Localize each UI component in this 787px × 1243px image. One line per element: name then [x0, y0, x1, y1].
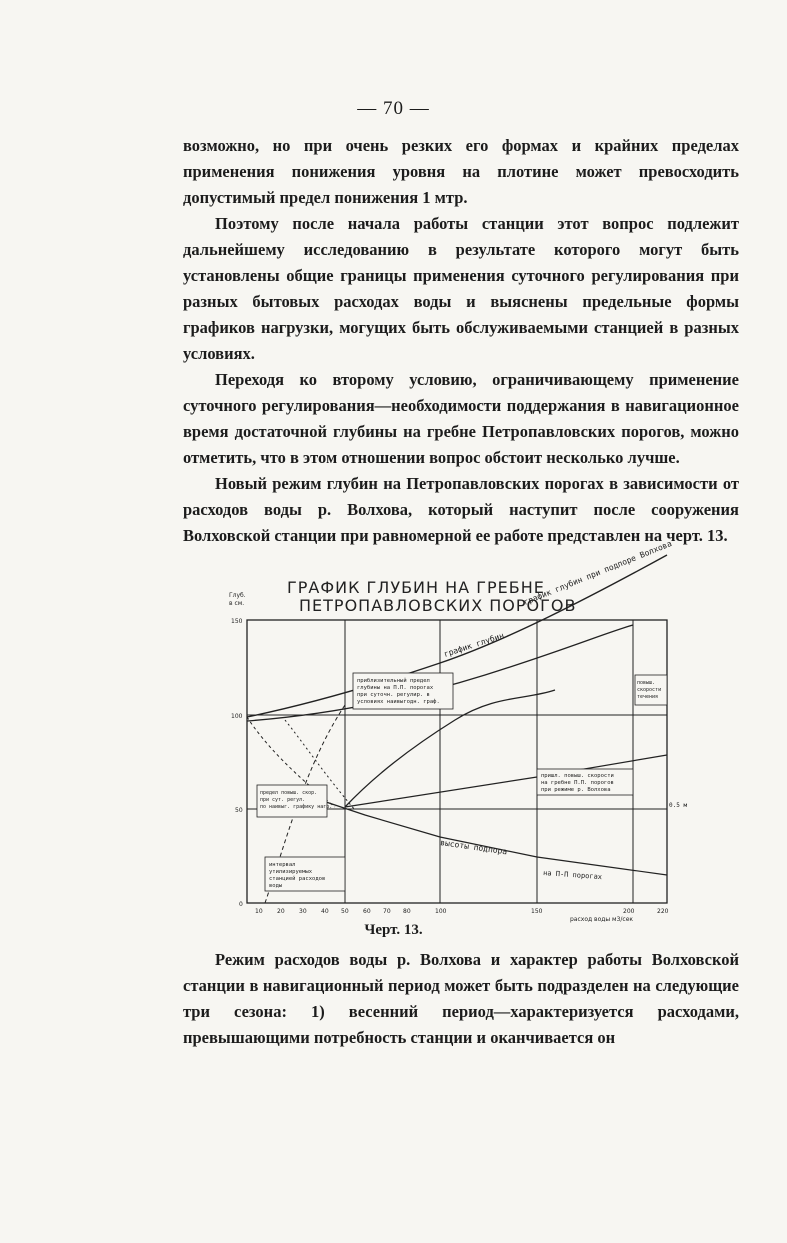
paragraph: Режим расходов воды р. Волхова и характер работы Волховской станции в навигационный период может быть подразделен на следующие три сезона: 1) весенний период—характеризуется расходами, превышающими потребность станции и оканчивается он: [183, 950, 739, 1047]
chart-title-line2: ПЕТРОПАВЛОВСКИХ ПОРОГОВ: [299, 596, 577, 615]
depth-chart: [225, 538, 688, 923]
x-tick: 50: [341, 908, 349, 915]
paragraph: Переходя ко второму условию, ограничивающему применение суточного регулирования—необходимости поддержания в навигационное время достаточной глубины на гребне Петропавловских порогов, можно отметить, что в этом отношении вопрос обстоит несколько лучше.: [183, 370, 739, 467]
annotation-limit-2: глубины на П.П. порогах: [357, 685, 434, 691]
y-axis-label-2: в см.: [229, 600, 245, 607]
y-tick: 50: [235, 807, 243, 814]
paragraph: возможно, но при очень резких его формах и крайних пределах применения понижения уровня на плотине может превосходить допустимый предел понижения 1 мтр.: [183, 136, 739, 207]
page-number: — 70 —: [357, 98, 430, 119]
label-upper-curve: график глубин при подпоре Волхова: [522, 538, 674, 607]
paragraph: Поэтому после начала работы станции этот вопрос подлежит дальнейшему исследованию в результате которого могут быть установлены общие границы применения суточного регулирования при разных бытовых расходах воды и выяснены предельные формы графиков нагрузки, могущих быть обслуживаемыми станцией в разных условиях.: [183, 214, 739, 363]
annotation-left-2: при сут. регул.: [260, 797, 306, 803]
x-tick: 150: [531, 908, 543, 915]
x-tick: 70: [383, 908, 391, 915]
annotation-limit-1: приблизительный предел: [357, 678, 430, 684]
annotation-limit-4: условиях наивыгодн. граф.: [357, 699, 440, 705]
figure-caption: Черт. 13.: [364, 922, 423, 938]
x-tick: 100: [435, 908, 447, 915]
annotation-limit-3: при суточн. регулир. в: [357, 692, 430, 698]
chart-title-line1: ГРАФИК ГЛУБИН НА ГРЕБНЕ: [287, 578, 545, 597]
paragraph: Новый режим глубин на Петропавловских порогах в зависимости от расходов воды р. Волхова, который наступит после сооружения Волховской станции при равномерной ее работе представлен на черт. 13.: [183, 474, 739, 545]
depth-chart-figure: [225, 538, 688, 923]
x-tick: 30: [299, 908, 307, 915]
annotation-bottom-4: воды: [269, 883, 283, 889]
annotation-right-top-2: скорости: [637, 687, 662, 693]
label-lower-curve: на П-П порогах: [542, 869, 603, 882]
annotation-bottom-1: интервал: [269, 862, 296, 868]
annotation-right-top-3: течения: [637, 694, 659, 700]
y-tick: 150: [231, 618, 243, 625]
label-right-marker: 0.5 м: [669, 802, 688, 809]
x-tick: 220: [657, 908, 669, 915]
x-tick: 200: [623, 908, 635, 915]
x-tick: 10: [255, 908, 263, 915]
annotation-right-mid-3: при режиме р. Волхова: [541, 787, 611, 793]
y-tick: 100: [231, 713, 243, 720]
x-tick: 40: [321, 908, 329, 915]
annotation-bottom-2: утилизируемых: [269, 869, 313, 875]
y-axis-label: Глуб.: [229, 592, 246, 599]
annotation-left-3: по наивыг. графику нагр.: [260, 804, 333, 810]
x-tick: 60: [363, 908, 371, 915]
annotation-right-top-1: повыш.: [637, 680, 656, 686]
x-axis-label: расход воды м3/сек: [570, 916, 634, 923]
label-second-curve: график глубин: [442, 630, 506, 659]
lower-curve: [305, 795, 667, 875]
label-podpor: высоты подпора: [439, 838, 508, 857]
x-tick: 20: [277, 908, 285, 915]
annotation-right-mid-2: на гребне П.П. порогов: [541, 780, 614, 786]
annotation-bottom-3: станцией расходов: [269, 876, 326, 882]
annotation-right-mid-1: пришл. повыш. скорости: [541, 773, 614, 779]
annotation-left-1: предел повыш. скор.: [260, 790, 318, 796]
x-tick: 80: [403, 908, 411, 915]
body-text-top: [183, 133, 739, 549]
body-text-bottom: [183, 947, 739, 1051]
y-tick: 0: [239, 901, 243, 908]
